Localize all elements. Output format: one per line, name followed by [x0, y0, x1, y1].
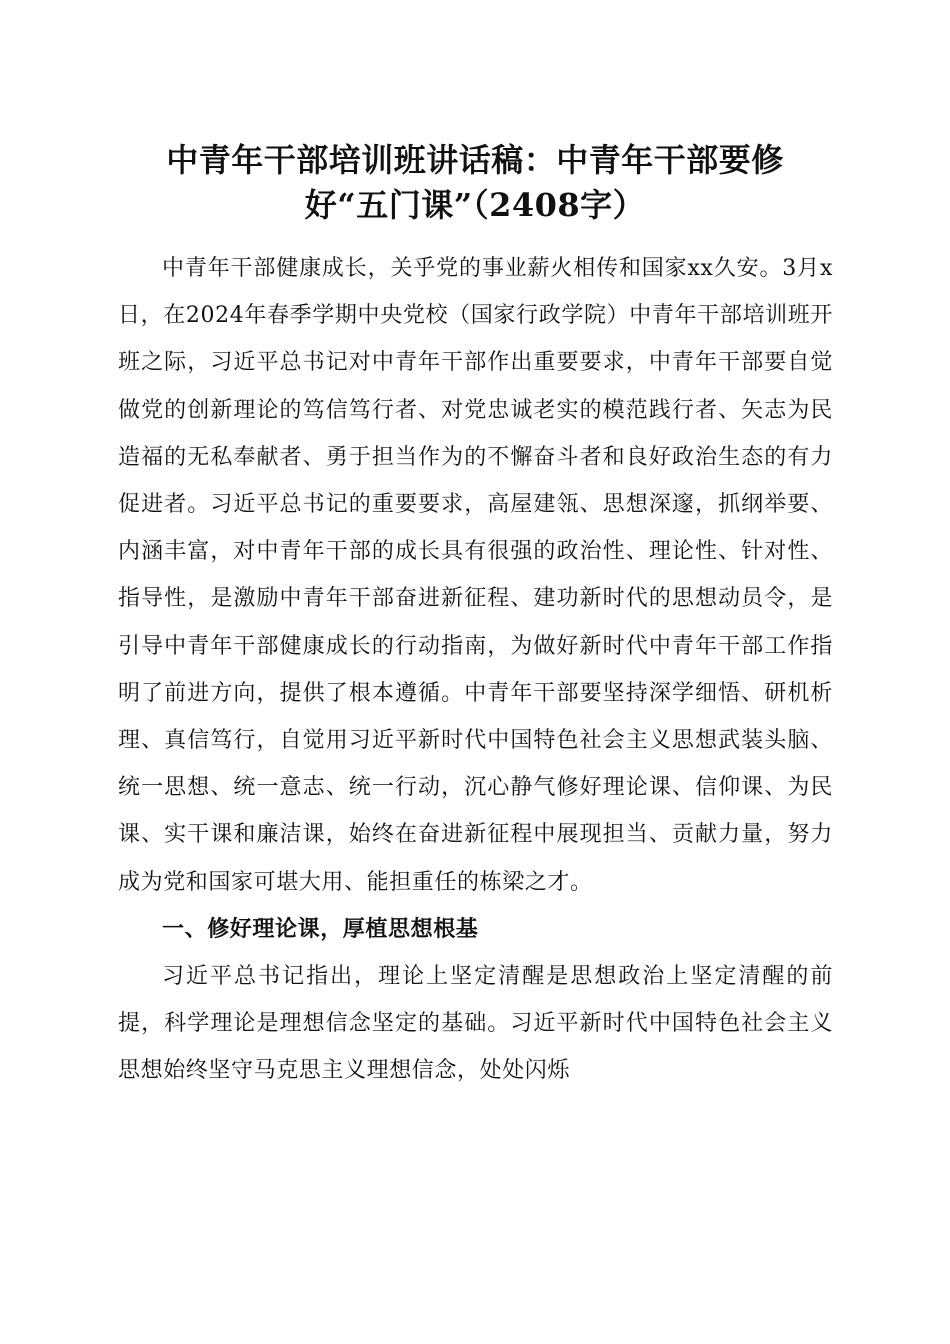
document-body [118, 245, 833, 1095]
document-title-line-2: 好“五门课”（2408字） [304, 186, 646, 224]
document-title-line-1: 中青年干部培训班讲话稿：中青年干部要修 [166, 141, 784, 179]
intro-paragraph: 中青年干部健康成长，关乎党的事业薪火相传和国家xx久安。3月x日，在2024年春季学期中央党校（国家行政学院）中青年干部培训班开班之际，习近平总书记对中青年干部作出重要要求，中青年干部要自觉做党的创新理论的笃信笃行者、对党忠诚老实的模范践行者、矢志为民造福的无私奉献者、勇于担当作为的不懈奋斗者和良好政治生态的有力促进者。习近平总书记的重要要求，高屋建瓴、思想深邃，抓纲举要、内涵丰富，对中青年干部的成长具有很强的政治性、理论性、针对性、指导性，是激励中青年干部奋进新征程、建功新时代的思想动员令，是引导中青年干部健康成长的行动指南，为做好新时代中青年干部工作指明了前进方向，提供了根本遵循。中青年干部要坚持深学细悟、研机析理、真信笃行，自觉用习近平新时代中国特色社会主义思想武装头脑、统一思想、统一意志、统一行动，沉心静气修好理论课、信仰课、为民课、实干课和廉洁课，始终在奋进新征程中展现担当、贡献力量，努力成为党和国家可堪大用、能担重任的栋梁之才。 [118, 256, 833, 895]
section-heading: 一、修好理论课，厚植思想根基 [162, 916, 479, 942]
section-paragraph: 习近平总书记指出，理论上坚定清醒是思想政治上坚定清醒的前提，科学理论是理想信念坚定的基础。习近平新时代中国特色社会主义思想始终坚守马克思主义理想信念，处处闪烁 [118, 964, 833, 1084]
